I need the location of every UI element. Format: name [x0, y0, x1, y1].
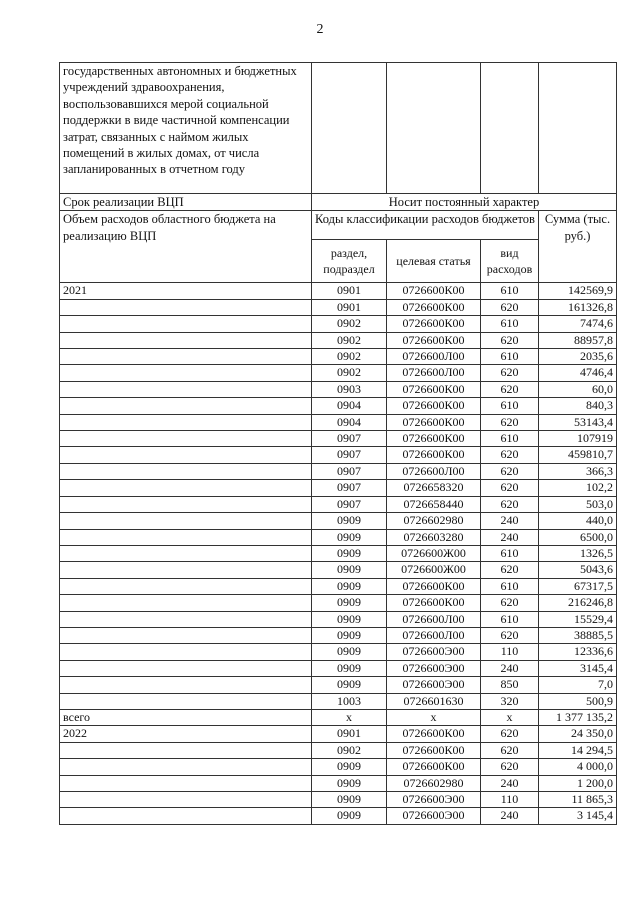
year-cell: [60, 562, 312, 578]
table-row: [60, 742, 617, 758]
sum-cell: 503,0: [539, 496, 617, 512]
sum-cell: 88957,8: [539, 332, 617, 348]
section-cell: 0909: [312, 660, 387, 676]
table-row: [60, 381, 617, 397]
sum-cell: 102,2: [539, 480, 617, 496]
target-cell: 0726600Э00: [387, 792, 481, 808]
section-cell: 0909: [312, 545, 387, 561]
section-cell: 0909: [312, 808, 387, 824]
section-cell: 0909: [312, 578, 387, 594]
section-cell: 0902: [312, 316, 387, 332]
target-cell: 0726600К00: [387, 431, 481, 447]
target-cell: 0726600К00: [387, 742, 481, 758]
kind-cell: 240: [481, 808, 539, 824]
section-cell: 0907: [312, 496, 387, 512]
table-row: [60, 299, 617, 315]
target-cell: 0726600Э00: [387, 808, 481, 824]
year-cell: 2022: [60, 726, 312, 742]
sum-cell: 2035,6: [539, 349, 617, 365]
table-row: [60, 677, 617, 693]
year-cell: [60, 480, 312, 496]
sum-cell: 142569,9: [539, 283, 617, 299]
intro-text: государственных автономных и бюджетных учреждений здравоохранения, воспользовавшихся мерой социальной поддержки в виде частичной компенсации затрат, связанных с наймом жилых помещений в жилых домах, от числа запланированных в отчетном году: [60, 63, 312, 194]
table-row: [60, 792, 617, 808]
year-cell: [60, 513, 312, 529]
sum-cell: 12336,6: [539, 644, 617, 660]
section-cell: 0907: [312, 463, 387, 479]
target-cell: 0726600К00: [387, 332, 481, 348]
sum-cell: 7474,6: [539, 316, 617, 332]
year-cell: [60, 398, 312, 414]
target-cell: 0726600Л00: [387, 365, 481, 381]
section-cell: 0901: [312, 726, 387, 742]
intro-row: [60, 63, 617, 194]
kind-cell: 240: [481, 513, 539, 529]
kind-cell: 240: [481, 660, 539, 676]
kind-cell: x: [481, 709, 539, 725]
kind-cell: 610: [481, 578, 539, 594]
table-row: [60, 463, 617, 479]
table-row: [60, 627, 617, 643]
year-cell: [60, 349, 312, 365]
table-row: [60, 398, 617, 414]
sum-cell: 1326,5: [539, 545, 617, 561]
kind-cell: 110: [481, 792, 539, 808]
target-cell: 0726600К00: [387, 595, 481, 611]
year-cell: [60, 808, 312, 824]
target-cell: 0726600К00: [387, 398, 481, 414]
section-cell: 0909: [312, 792, 387, 808]
section-cell: 0907: [312, 480, 387, 496]
year-cell: [60, 381, 312, 397]
codes-header: Коды классификации расходов бюджетов: [312, 211, 539, 240]
sum-cell: 440,0: [539, 513, 617, 529]
target-cell: 0726600Л00: [387, 463, 481, 479]
section-cell: 0907: [312, 447, 387, 463]
table-row: [60, 595, 617, 611]
section-cell: 0909: [312, 627, 387, 643]
year-cell: [60, 463, 312, 479]
sum-cell: 5043,6: [539, 562, 617, 578]
section-cell: 0909: [312, 644, 387, 660]
target-cell: 0726658440: [387, 496, 481, 512]
section-cell: 0909: [312, 775, 387, 791]
kind-cell: 320: [481, 693, 539, 709]
section-cell: 0909: [312, 677, 387, 693]
sum-cell: 60,0: [539, 381, 617, 397]
year-cell: [60, 759, 312, 775]
year-cell: [60, 431, 312, 447]
volume-header-row: [60, 211, 617, 240]
kind-cell: 620: [481, 414, 539, 430]
table-row: [60, 513, 617, 529]
kind-cell: 620: [481, 381, 539, 397]
table-row: [60, 529, 617, 545]
section-cell: 0902: [312, 349, 387, 365]
sum-cell: 11 865,3: [539, 792, 617, 808]
section-cell: 0903: [312, 381, 387, 397]
sum-cell: 14 294,5: [539, 742, 617, 758]
year-cell: [60, 365, 312, 381]
target-cell: 0726600К00: [387, 299, 481, 315]
kind-cell: 620: [481, 627, 539, 643]
year-cell: всего: [60, 709, 312, 725]
sum-cell: 366,3: [539, 463, 617, 479]
target-cell: 0726600К00: [387, 447, 481, 463]
table-row: [60, 693, 617, 709]
year-cell: [60, 693, 312, 709]
kind-cell: 620: [481, 447, 539, 463]
kind-cell: 110: [481, 644, 539, 660]
year-cell: [60, 742, 312, 758]
target-cell: 0726601630: [387, 693, 481, 709]
section-cell: 0904: [312, 414, 387, 430]
target-cell: 0726600К00: [387, 726, 481, 742]
sum-cell: 3145,4: [539, 660, 617, 676]
section-cell: 0909: [312, 562, 387, 578]
kind-cell: 620: [481, 480, 539, 496]
table-row: [60, 316, 617, 332]
sum-cell: 1 200,0: [539, 775, 617, 791]
sum-cell: 4746,4: [539, 365, 617, 381]
section-cell: 0909: [312, 513, 387, 529]
kind-cell: 610: [481, 349, 539, 365]
section-cell: 0901: [312, 299, 387, 315]
sum-cell: 107919: [539, 431, 617, 447]
term-value: Носит постоянный характер: [312, 194, 617, 211]
sum-cell: 7,0: [539, 677, 617, 693]
table-row: [60, 578, 617, 594]
year-cell: [60, 529, 312, 545]
year-cell: [60, 627, 312, 643]
target-cell: 0726600К00: [387, 578, 481, 594]
sum-cell: 1 377 135,2: [539, 709, 617, 725]
vcp-budget-table: [59, 62, 617, 825]
section-cell: 0909: [312, 759, 387, 775]
section-cell: 0902: [312, 332, 387, 348]
section-cell: 1003: [312, 693, 387, 709]
term-row: [60, 194, 617, 211]
table-row: [60, 414, 617, 430]
kind-cell: 620: [481, 463, 539, 479]
table-row: [60, 545, 617, 561]
kind-cell: 620: [481, 726, 539, 742]
table-row: [60, 775, 617, 791]
sum-cell: 6500,0: [539, 529, 617, 545]
table-row: [60, 726, 617, 742]
table-row: [60, 349, 617, 365]
table-row: [60, 365, 617, 381]
sum-cell: 500,9: [539, 693, 617, 709]
sum-header: Сумма (тыс. руб.): [539, 211, 617, 283]
kind-cell: 620: [481, 759, 539, 775]
kind-cell: 240: [481, 529, 539, 545]
year-cell: [60, 496, 312, 512]
sum-cell: 840,3: [539, 398, 617, 414]
year-cell: 2021: [60, 283, 312, 299]
kind-cell: 610: [481, 283, 539, 299]
table-row: [60, 644, 617, 660]
volume-label: Объем расходов областного бюджета на реализацию ВЦП: [60, 211, 312, 283]
year-cell: [60, 660, 312, 676]
target-cell: 0726658320: [387, 480, 481, 496]
table-row: [60, 496, 617, 512]
year-cell: [60, 595, 312, 611]
sum-cell: 4 000,0: [539, 759, 617, 775]
table-row: [60, 480, 617, 496]
section-cell: 0904: [312, 398, 387, 414]
year-cell: [60, 447, 312, 463]
kind-cell: 240: [481, 775, 539, 791]
kind-cell: 850: [481, 677, 539, 693]
kind-cell: 620: [481, 496, 539, 512]
table-row: [60, 611, 617, 627]
target-cell: 0726603280: [387, 529, 481, 545]
sum-cell: 161326,8: [539, 299, 617, 315]
section-cell: 0909: [312, 529, 387, 545]
target-cell: 0726600К00: [387, 414, 481, 430]
section-cell: 0901: [312, 283, 387, 299]
year-cell: [60, 792, 312, 808]
section-cell: 0902: [312, 742, 387, 758]
term-label: Срок реализации ВЦП: [60, 194, 312, 211]
kind-cell: 620: [481, 365, 539, 381]
year-cell: [60, 414, 312, 430]
table-row: [60, 759, 617, 775]
target-cell: 0726600К00: [387, 759, 481, 775]
kind-header: вид расходов: [481, 240, 539, 283]
target-cell: 0726600Ж00: [387, 562, 481, 578]
sum-cell: 38885,5: [539, 627, 617, 643]
year-cell: [60, 332, 312, 348]
target-cell: 0726600Л00: [387, 349, 481, 365]
section-cell: 0909: [312, 611, 387, 627]
target-cell: 0726600Э00: [387, 660, 481, 676]
target-cell: 0726600Э00: [387, 644, 481, 660]
year-cell: [60, 644, 312, 660]
target-cell: 0726602980: [387, 513, 481, 529]
year-cell: [60, 677, 312, 693]
kind-cell: 620: [481, 742, 539, 758]
section-header: раздел, подраздел: [312, 240, 387, 283]
kind-cell: 610: [481, 545, 539, 561]
year-cell: [60, 316, 312, 332]
target-cell: 0726600Э00: [387, 677, 481, 693]
page-number: 2: [316, 22, 324, 37]
sum-cell: 459810,7: [539, 447, 617, 463]
table-row: [60, 283, 617, 299]
target-header: целевая статья: [387, 240, 481, 283]
kind-cell: 620: [481, 595, 539, 611]
table-row: [60, 808, 617, 824]
target-cell: 0726600Ж00: [387, 545, 481, 561]
kind-cell: 610: [481, 398, 539, 414]
year-cell: [60, 299, 312, 315]
kind-cell: 620: [481, 562, 539, 578]
table-row: [60, 660, 617, 676]
year-cell: [60, 611, 312, 627]
table-row: [60, 332, 617, 348]
kind-cell: 610: [481, 611, 539, 627]
sum-cell: 3 145,4: [539, 808, 617, 824]
target-cell: 0726600Л00: [387, 611, 481, 627]
target-cell: 0726600Л00: [387, 627, 481, 643]
section-cell: 0902: [312, 365, 387, 381]
table-row: [60, 709, 617, 725]
section-cell: 0909: [312, 595, 387, 611]
sum-cell: 67317,5: [539, 578, 617, 594]
sum-cell: 15529,4: [539, 611, 617, 627]
kind-cell: 610: [481, 431, 539, 447]
year-cell: [60, 545, 312, 561]
kind-cell: 620: [481, 299, 539, 315]
sum-cell: 216246,8: [539, 595, 617, 611]
table-row: [60, 562, 617, 578]
target-cell: x: [387, 709, 481, 725]
sum-cell: 24 350,0: [539, 726, 617, 742]
target-cell: 0726600К00: [387, 283, 481, 299]
target-cell: 0726600К00: [387, 316, 481, 332]
kind-cell: 610: [481, 316, 539, 332]
sum-cell: 53143,4: [539, 414, 617, 430]
section-cell: 0907: [312, 431, 387, 447]
year-cell: [60, 578, 312, 594]
table-row: [60, 431, 617, 447]
kind-cell: 620: [481, 332, 539, 348]
section-cell: x: [312, 709, 387, 725]
target-cell: 0726600К00: [387, 381, 481, 397]
target-cell: 0726602980: [387, 775, 481, 791]
year-cell: [60, 775, 312, 791]
table-row: [60, 447, 617, 463]
